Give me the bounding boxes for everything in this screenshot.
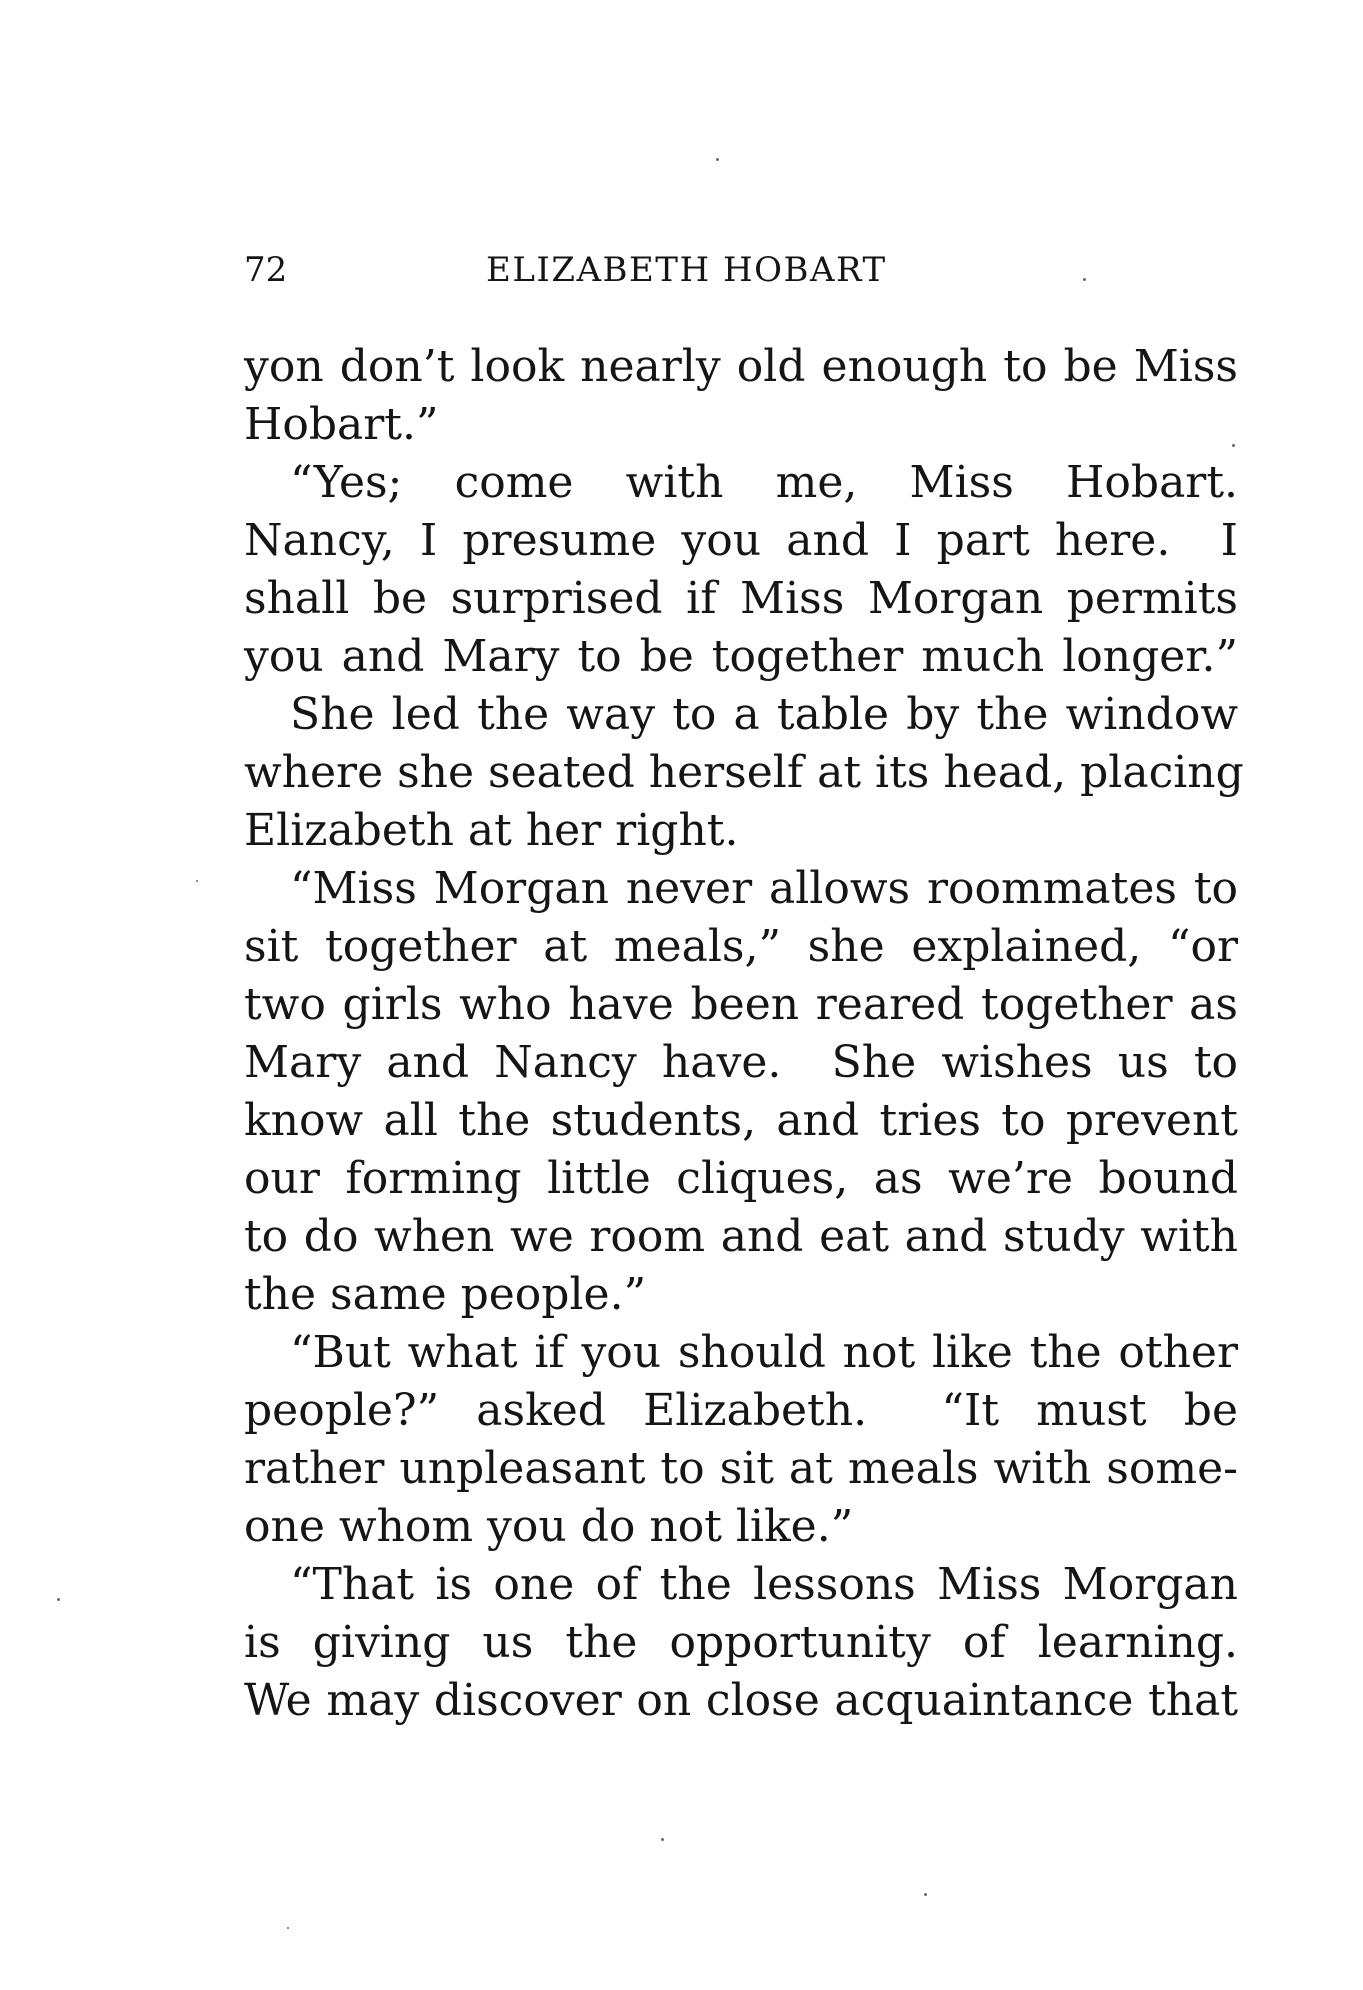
text-line: rather unpleasant to sit at meals with some- — [244, 1443, 1238, 1494]
text-line: shall be surprised if Miss Morgan permits — [244, 573, 1238, 624]
text-line: two girls who have been reared together as — [244, 979, 1238, 1030]
text-line: our forming little cliques, as we’re bound — [244, 1153, 1238, 1204]
dust-speck — [57, 1598, 60, 1601]
body-text — [244, 338, 1244, 1730]
text-line: Mary and Nancy have. She wishes us to — [244, 1037, 1238, 1088]
dust-speck — [661, 1838, 664, 1841]
text-line: Hobart.” — [244, 399, 439, 450]
text-line: “That is one of the lessons Miss Morgan — [290, 1559, 1238, 1610]
text-line: yon don’t look nearly old enough to be Miss — [244, 341, 1238, 392]
text-line: We may discover on close acquaintance that — [244, 1675, 1238, 1726]
page-number: 72 — [244, 250, 288, 290]
text-line: “But what if you should not like the other — [290, 1327, 1238, 1378]
dust-speck — [1232, 444, 1235, 447]
dust-speck — [287, 1927, 289, 1929]
text-line: “Yes; come with me, Miss Hobart. — [290, 457, 1238, 508]
text-line: the same people.” — [244, 1269, 647, 1320]
text-line: is giving us the opportunity of learning. — [244, 1617, 1238, 1668]
text-line: you and Mary to be together much longer.” — [244, 631, 1238, 682]
text-line: one whom you do not like.” — [244, 1501, 854, 1552]
text-line: “Miss Morgan never allows roommates to — [290, 863, 1238, 914]
dust-speck — [924, 1893, 927, 1896]
text-line: where she seated herself at its head, placing — [244, 747, 1244, 798]
running-title: ELIZABETH HOBART — [486, 250, 887, 290]
text-line: sit together at meals,” she explained, “or — [244, 921, 1238, 972]
page-header — [244, 248, 1024, 292]
text-line: to do when we room and eat and study with — [244, 1211, 1238, 1262]
text-line: know all the students, and tries to prevent — [244, 1095, 1238, 1146]
text-line: Nancy, I presume you and I part here. I — [244, 515, 1238, 566]
dust-speck — [196, 880, 198, 882]
text-line: She led the way to a table by the window — [290, 689, 1238, 740]
dust-speck — [1083, 278, 1086, 281]
text-line: Elizabeth at her right. — [244, 805, 739, 856]
text-line: people?” asked Elizabeth. “It must be — [244, 1385, 1238, 1436]
dust-speck — [716, 158, 719, 161]
